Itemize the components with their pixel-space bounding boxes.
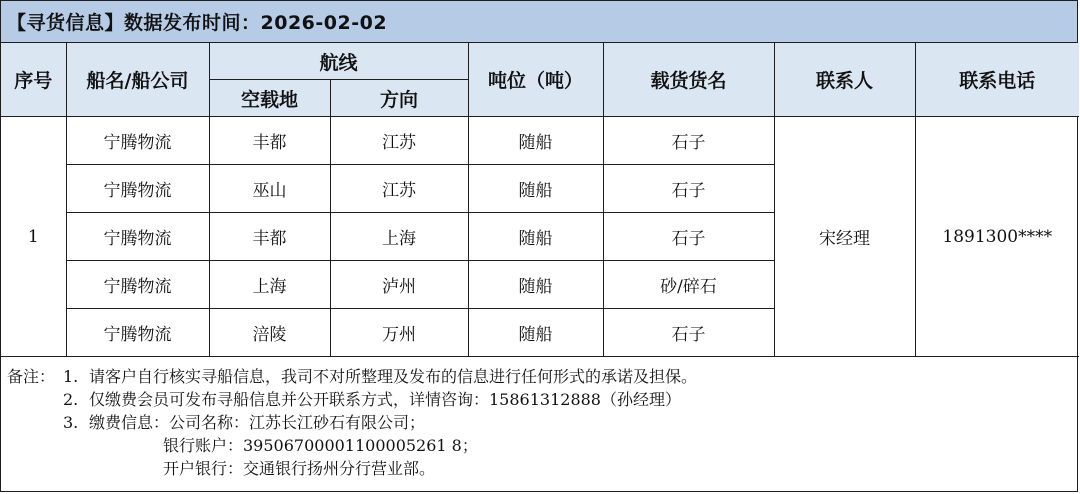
contact-cell: 宋经理 <box>774 117 915 357</box>
remark-item-1 <box>7 365 1077 388</box>
header-tonnage: 吨位（吨） <box>468 43 603 117</box>
remark-text: 仅缴费会员可发布寻船信息并公开联系方式，详情咨询：15861312888（孙经理） <box>89 390 681 409</box>
header-empty-port: 空载地 <box>209 80 330 117</box>
cargo-cell: 石子 <box>603 213 774 261</box>
tonnage-cell: 随船 <box>468 261 603 309</box>
tonnage-cell: 随船 <box>468 117 603 165</box>
bank-label: 开户银行： <box>162 459 243 478</box>
direction-cell: 江苏 <box>330 117 468 165</box>
header-ship: 船名/船公司 <box>66 43 209 117</box>
header-direction: 方向 <box>330 80 468 117</box>
payment-label: 缴费信息： <box>89 413 170 432</box>
header-phone: 联系电话 <box>915 43 1079 117</box>
seq-cell: 1 <box>1 117 66 357</box>
remark-item-2 <box>7 388 1077 411</box>
remark-account <box>7 434 1077 457</box>
cargo-cell: 砂/碎石 <box>603 261 774 309</box>
company-label: 公司名称： <box>169 413 250 432</box>
bank-name: 交通银行扬州分行营业部。 <box>243 459 436 478</box>
tonnage-cell: 随船 <box>468 309 603 357</box>
header-cargo: 载货货名 <box>603 43 774 117</box>
ship-cell: 宁腾物流 <box>66 165 209 213</box>
ship-cell: 宁腾物流 <box>66 213 209 261</box>
remark-number: 2. <box>63 390 79 409</box>
remarks-label: 备注： <box>7 367 56 386</box>
phone-cell: 1891300**** <box>915 117 1079 357</box>
ship-cell: 宁腾物流 <box>66 261 209 309</box>
ship-cell: 宁腾物流 <box>66 309 209 357</box>
remark-bank <box>7 457 1077 480</box>
remarks-section <box>1 357 1077 480</box>
direction-cell: 万州 <box>330 309 468 357</box>
account-number: 39506700001100005261 8； <box>243 436 478 455</box>
ship-cell: 宁腾物流 <box>66 117 209 165</box>
remark-number: 1. <box>63 367 79 386</box>
header-seq: 序号 <box>1 43 66 117</box>
tonnage-cell: 随船 <box>468 165 603 213</box>
account-label: 银行账户： <box>162 436 243 455</box>
empty-port-cell: 丰都 <box>209 213 330 261</box>
remark-item-3 <box>7 411 1077 434</box>
cargo-cell: 石子 <box>603 117 774 165</box>
empty-port-cell: 上海 <box>209 261 330 309</box>
cargo-cell: 石子 <box>603 309 774 357</box>
remark-text: 请客户自行核实寻船信息，我司不对所整理及发布的信息进行任何形式的承诺及担保。 <box>89 367 698 386</box>
table-row <box>1 117 1079 165</box>
tonnage-cell: 随船 <box>468 213 603 261</box>
empty-port-cell: 巫山 <box>209 165 330 213</box>
sheet-title: 【寻货信息】数据发布时间：2026-02-02 <box>1 1 1077 43</box>
cargo-cell: 石子 <box>603 165 774 213</box>
direction-cell: 上海 <box>330 213 468 261</box>
header-contact: 联系人 <box>774 43 915 117</box>
header-route: 航线 <box>209 43 468 80</box>
direction-cell: 泸州 <box>330 261 468 309</box>
cargo-table <box>1 43 1079 357</box>
empty-port-cell: 丰都 <box>209 117 330 165</box>
company-name: 江苏长江砂石有限公司； <box>249 413 426 432</box>
remark-number: 3. <box>63 413 79 432</box>
empty-port-cell: 涪陵 <box>209 309 330 357</box>
direction-cell: 江苏 <box>330 165 468 213</box>
